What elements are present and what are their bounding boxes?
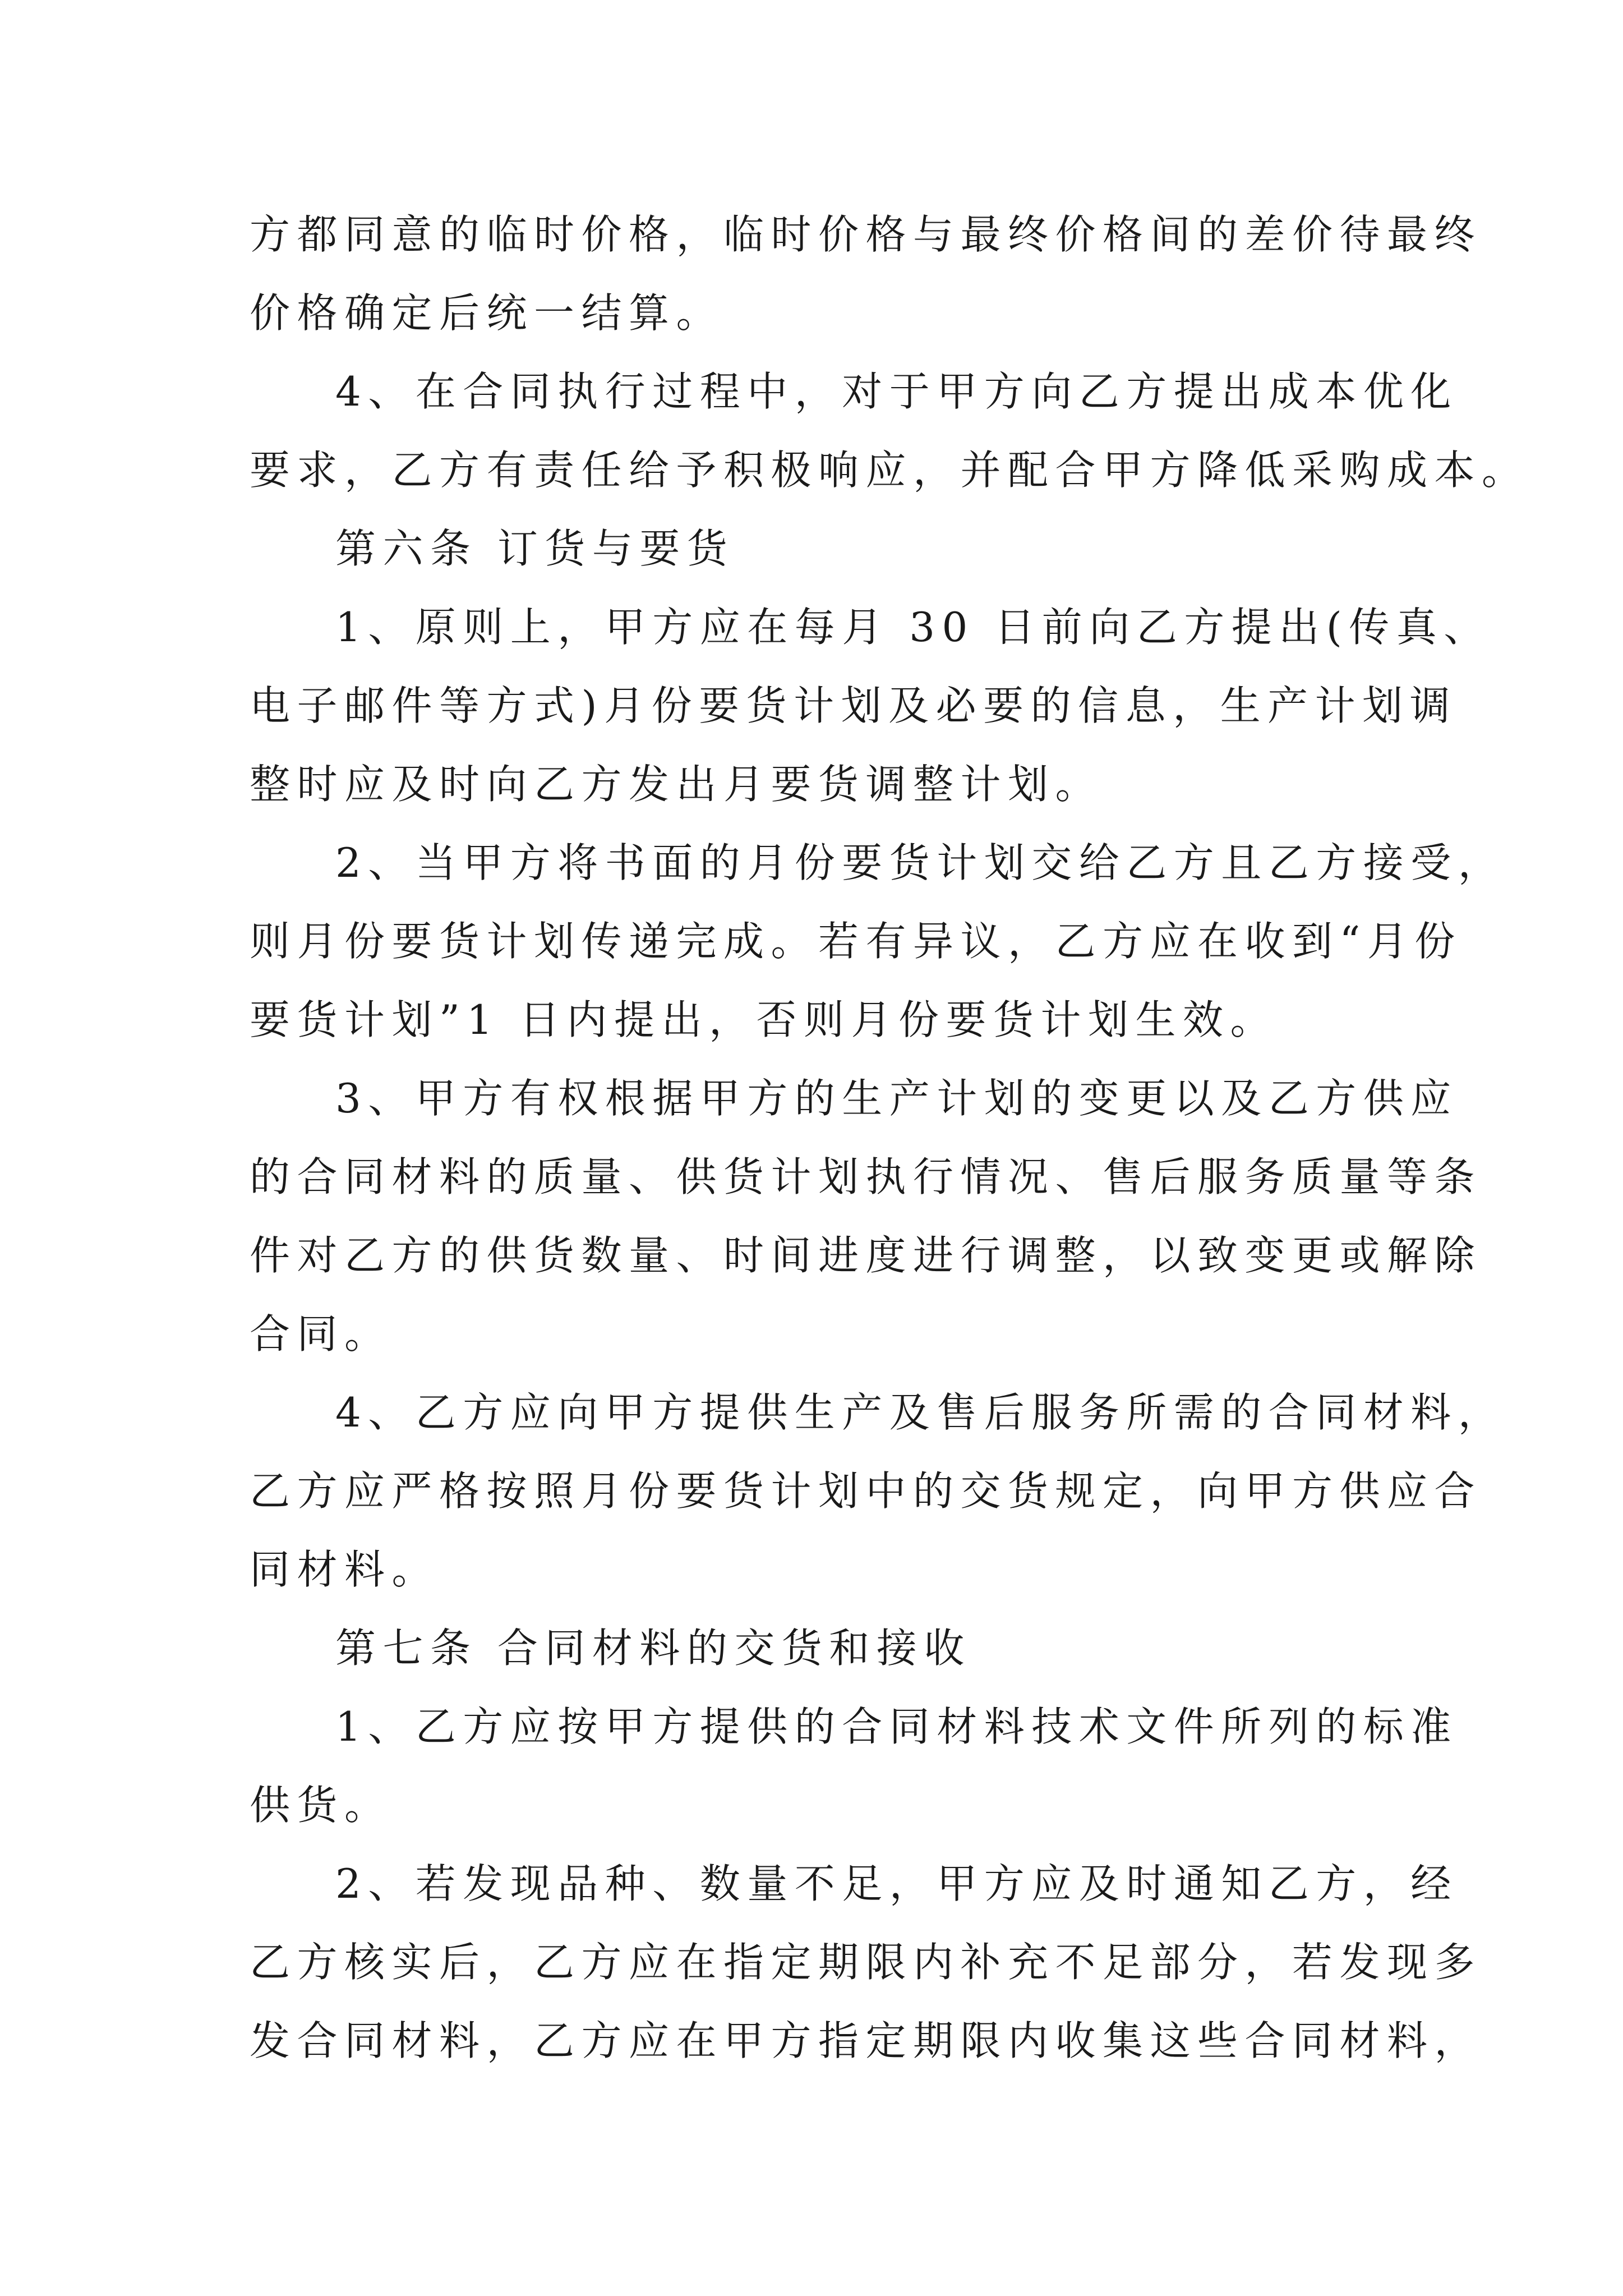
text-line: 方都同意的临时价格，临时价格与最终价格间的差价待最终 — [250, 211, 1482, 258]
text-line: 同材料。 — [250, 1546, 440, 1593]
text-line: 4、乙方应向甲方提供生产及售后服务所需的合同材料， — [335, 1389, 1506, 1436]
text-line: 发合同材料，乙方应在甲方指定期限内收集这些合同材料， — [250, 2017, 1482, 2064]
text-line: 价格确定后统一结算。 — [250, 289, 724, 337]
text-line: 的合同材料的质量、供货计划执行情况、售后服务质量等条 — [250, 1153, 1482, 1200]
text-line: 件对乙方的供货数量、时间进度进行调整，以致变更或解除 — [250, 1232, 1482, 1279]
text-line: 供货。 — [250, 1782, 392, 1829]
text-line: 电子邮件等方式)月份要货计划及必要的信息，生产计划调 — [250, 682, 1458, 729]
text-line: 乙方核实后，乙方应在指定期限内补充不足部分，若发现多 — [250, 1939, 1482, 1986]
text-line: 2、若发现品种、数量不足，甲方应及时通知乙方，经 — [335, 1860, 1458, 1907]
section-heading: 第七条 合同材料的交货和接收 — [335, 1625, 971, 1672]
text-line: 1、乙方应按甲方提供的合同材料技术文件所列的标准 — [335, 1703, 1458, 1750]
text-line: 3、甲方有权根据甲方的生产计划的变更以及乙方供应 — [335, 1075, 1458, 1122]
text-line: 合同。 — [250, 1310, 392, 1358]
text-line: 要求，乙方有责任给予积极响应，并配合甲方降低采购成本。 — [250, 447, 1529, 494]
section-heading: 第六条 订货与要货 — [335, 525, 735, 572]
text-line: 则月份要货计划传递完成。若有异议，乙方应在收到“月份 — [250, 918, 1462, 965]
text-line: 1、原则上，甲方应在每月 30 日前向乙方提出(传真、 — [335, 604, 1491, 651]
text-line: 乙方应严格按照月份要货计划中的交货规定，向甲方供应合 — [250, 1467, 1482, 1515]
text-line: 4、在合同执行过程中，对于甲方向乙方提出成本优化 — [335, 368, 1458, 415]
text-line: 整时应及时向乙方发出月要货调整计划。 — [250, 761, 1103, 808]
text-line: 要货计划”1 日内提出，否则月份要货计划生效。 — [250, 996, 1278, 1043]
text-line: 2、当甲方将书面的月份要货计划交给乙方且乙方接受， — [335, 839, 1506, 886]
